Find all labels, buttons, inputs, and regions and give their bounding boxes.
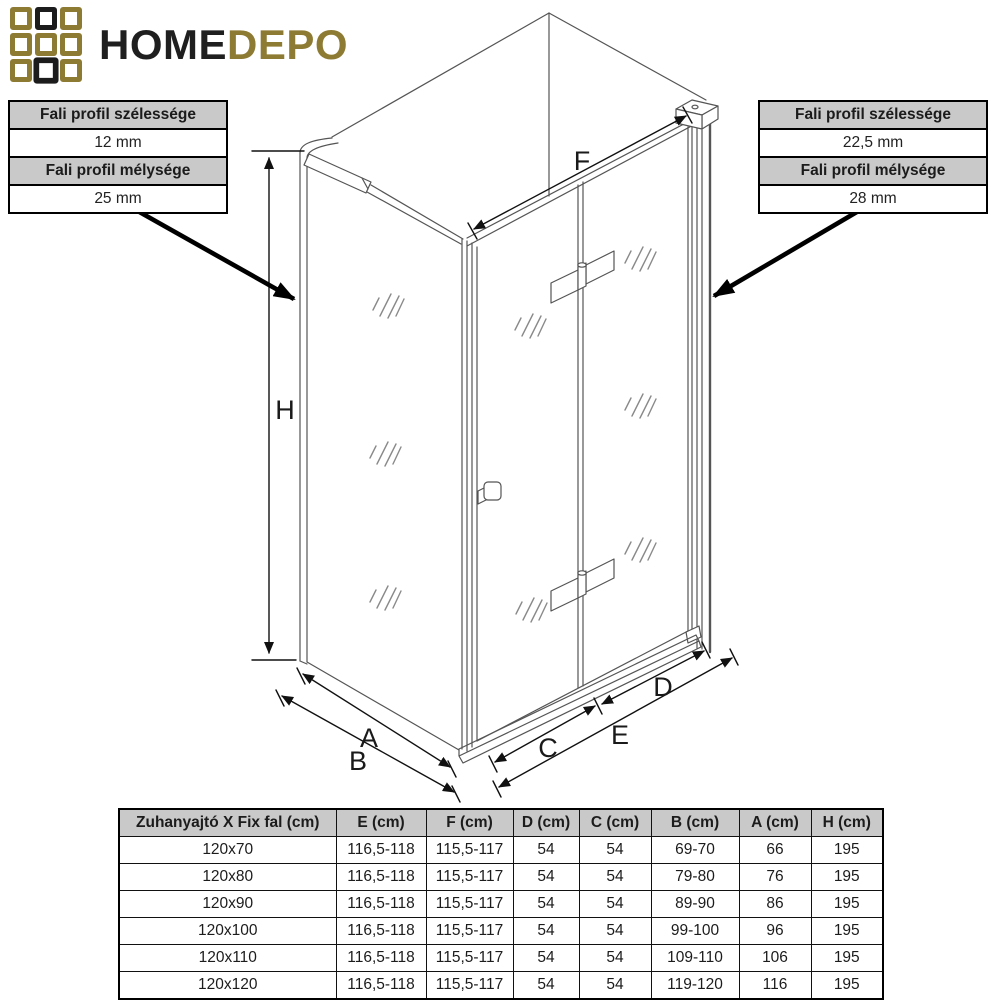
table-cell: 195: [811, 945, 883, 972]
table-cell: 76: [739, 864, 811, 891]
dimension-label-f: F: [573, 146, 591, 176]
table-cell: 120x80: [119, 864, 336, 891]
table-cell: 115,5-117: [426, 891, 513, 918]
logo-square: [33, 57, 58, 83]
side-top-profile: [304, 154, 371, 193]
spec-label: Fali profil szélessége: [760, 102, 986, 130]
spec-value: 22,5 mm: [760, 130, 986, 158]
size-table-body: [119, 837, 883, 1000]
hinge-plate-left: [551, 270, 578, 303]
table-row: [119, 945, 883, 972]
size-table-header: [119, 809, 883, 837]
right-profile-spec-table: [758, 100, 988, 214]
table-cell: 120x90: [119, 891, 336, 918]
table-cell: 116,5-118: [336, 864, 426, 891]
size-table: [118, 808, 884, 1000]
table-row: [119, 837, 883, 864]
table-row: [119, 891, 883, 918]
table-cell: 54: [579, 945, 651, 972]
spec-label: Fali profil mélysége: [760, 158, 986, 186]
dimension-label-b: B: [348, 746, 368, 776]
table-cell: 54: [513, 864, 579, 891]
hatch-group: [516, 598, 547, 622]
header-row: [119, 809, 883, 837]
column-header: A (cm): [739, 809, 811, 837]
column-header: Zuhanyajtó X Fix fal (cm): [119, 809, 336, 837]
logo-square: [10, 7, 32, 30]
table-cell: 54: [513, 918, 579, 945]
left-profile-spec-table: [8, 100, 228, 214]
front-top-rail: [467, 115, 701, 246]
hatch-group: [370, 586, 401, 610]
table-cell: 109-110: [651, 945, 739, 972]
table-cell: 115,5-117: [426, 945, 513, 972]
table-cell: 120x110: [119, 945, 336, 972]
enclosure-outline: [300, 13, 718, 763]
door-right-edge: [688, 125, 692, 633]
table-cell: 54: [513, 891, 579, 918]
table-cell: 120x120: [119, 972, 336, 1000]
table-cell: 116,5-118: [336, 891, 426, 918]
callout-arrows: [127, 205, 867, 299]
table-cell: 54: [579, 891, 651, 918]
brand-text: [99, 21, 348, 69]
table-cell: 54: [513, 837, 579, 864]
table-cell: 54: [513, 972, 579, 1000]
table-cell: 195: [811, 864, 883, 891]
column-header: B (cm): [651, 809, 739, 837]
table-cell: 99-100: [651, 918, 739, 945]
spec-label: Fali profil szélessége: [10, 102, 226, 130]
logo-grid: [10, 7, 82, 82]
logo: [10, 7, 348, 82]
brand-secondary: DEPO: [227, 20, 349, 68]
logo-square: [60, 7, 82, 30]
hatch-group: [625, 538, 656, 562]
side-glass-top-edge: [367, 185, 463, 244]
hatch-group: [625, 247, 656, 271]
table-cell: 116,5-118: [336, 918, 426, 945]
top-back-right-edge: [549, 13, 706, 100]
hinge-plate-right: [586, 251, 614, 284]
table-cell: 195: [811, 891, 883, 918]
front-left-corner-edge: [462, 239, 472, 751]
hatch-group: [373, 294, 404, 318]
side-glass-bottom-edge: [307, 662, 459, 750]
spec-value: 12 mm: [10, 130, 226, 158]
table-cell: 79-80: [651, 864, 739, 891]
hatch-group: [515, 314, 546, 338]
table-cell: 96: [739, 918, 811, 945]
table-row: [119, 918, 883, 945]
table-cell: 120x100: [119, 918, 336, 945]
corner-bracket-curve: [300, 138, 338, 158]
door-fold-line: [578, 182, 583, 688]
table-cell: 66: [739, 837, 811, 864]
hatch-group: [370, 442, 401, 466]
table-cell: 115,5-117: [426, 864, 513, 891]
table-cell: 116,5-118: [336, 837, 426, 864]
table-cell: 115,5-117: [426, 972, 513, 1000]
hinge-plate-right: [586, 559, 614, 592]
column-header: F (cm): [426, 809, 513, 837]
dim-tick: [489, 642, 710, 772]
table-cell: 69-70: [651, 837, 739, 864]
right-callout-arrow: [714, 206, 867, 296]
door-handle: [478, 482, 501, 504]
table-cell: 195: [811, 918, 883, 945]
dimension-label-d: D: [653, 672, 673, 702]
table-cell: 54: [579, 837, 651, 864]
handle-knob: [484, 482, 501, 500]
table-cell: 120x70: [119, 837, 336, 864]
brand-primary: HOME: [99, 20, 227, 68]
logo-square: [60, 59, 82, 82]
table-cell: 116: [739, 972, 811, 1000]
logo-square: [35, 7, 57, 30]
logo-square: [10, 33, 32, 56]
column-header: C (cm): [579, 809, 651, 837]
spec-value: 25 mm: [10, 186, 226, 212]
table-cell: 119-120: [651, 972, 739, 1000]
table-cell: 54: [579, 972, 651, 1000]
wall-profile-left: [300, 153, 307, 664]
dimension-label-c: C: [538, 733, 558, 763]
logo-square: [60, 33, 82, 56]
column-header: D (cm): [513, 809, 579, 837]
table-cell: 54: [579, 918, 651, 945]
table-cell: 89-90: [651, 891, 739, 918]
wall-profile-right: [697, 124, 702, 649]
hinge-barrel-cap: [578, 263, 586, 267]
table-cell: 115,5-117: [426, 837, 513, 864]
table-cell: 116,5-118: [336, 945, 426, 972]
dimension-label-h: H: [275, 395, 295, 425]
table-cell: 54: [513, 945, 579, 972]
dimension-label-a: A: [359, 723, 379, 753]
table-cell: 116,5-118: [336, 972, 426, 1000]
logo-square: [35, 33, 57, 56]
column-header: H (cm): [811, 809, 883, 837]
spec-label: Fali profil mélysége: [10, 158, 226, 186]
table-row: [119, 972, 883, 1000]
dimension-label-e: E: [610, 720, 630, 750]
table-row: [119, 864, 883, 891]
hinge-barrel-cap: [578, 571, 586, 575]
hinge-plate-left: [551, 578, 578, 611]
table-cell: 115,5-117: [426, 918, 513, 945]
column-header: E (cm): [336, 809, 426, 837]
table-cell: 195: [811, 972, 883, 1000]
table-cell: 86: [739, 891, 811, 918]
table-cell: 54: [579, 864, 651, 891]
table-cell: 106: [739, 945, 811, 972]
logo-square: [10, 59, 32, 82]
table-cell: 195: [811, 837, 883, 864]
hatch-group: [625, 394, 656, 418]
top-back-left-edge: [332, 13, 549, 137]
spec-value: 28 mm: [760, 186, 986, 212]
